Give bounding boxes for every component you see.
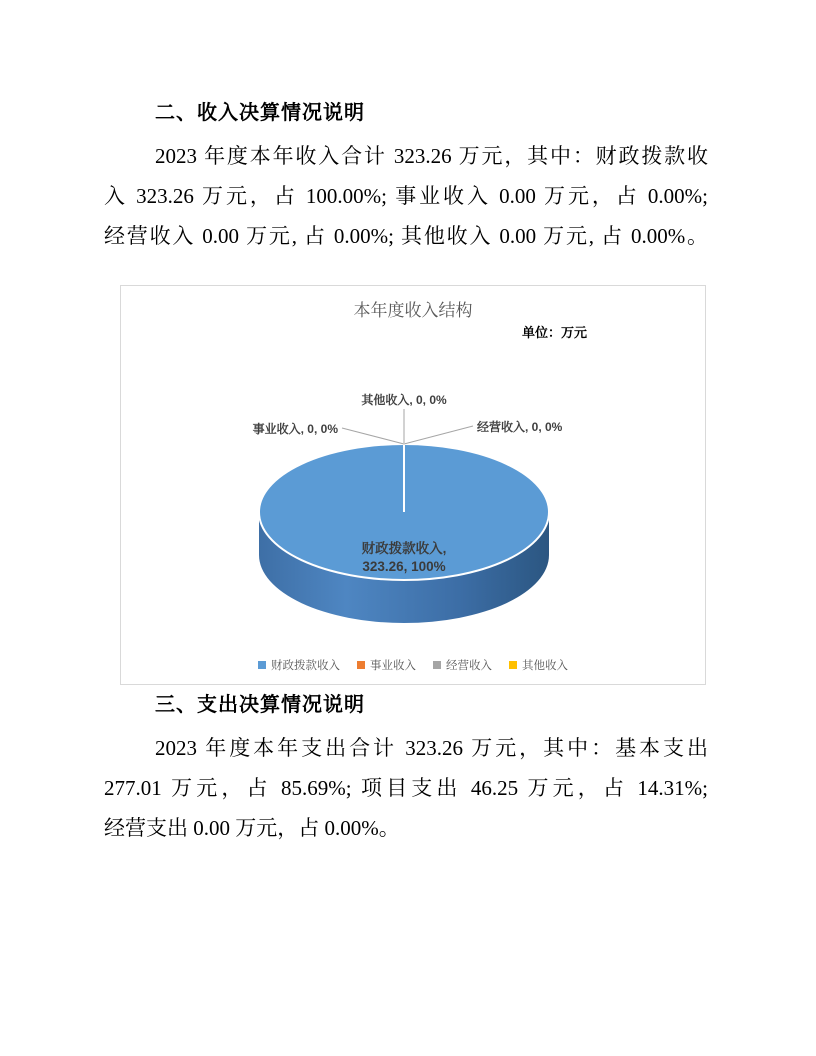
pie-label-other: 其他收入, 0, 0% bbox=[361, 393, 447, 407]
chart-unit-label: 单位：万元 bbox=[522, 325, 588, 340]
legend-label: 财政拨款收入 bbox=[271, 660, 340, 672]
section-heading-expense: 三、支出决算情况说明 bbox=[155, 694, 365, 716]
pie-chart-canvas bbox=[121, 286, 705, 652]
income-paragraph-line: 入 323.26 万元，占 100.00%; 事业收入 0.00 万元，占 0.00%; bbox=[104, 184, 708, 208]
chart-legend bbox=[121, 657, 705, 673]
income-paragraph-line: 2023 年度本年收入合计 323.26 万元，其中：财政拨款收 bbox=[155, 144, 708, 168]
expense-paragraph-line: 277.01 万元，占 85.69%; 项目支出 46.25 万元，占 14.31%; bbox=[104, 776, 708, 800]
income-paragraph-line: 经营收入 0.00 万元, 占 0.00%; 其他收入 0.00 万元, 占 0.00%。 bbox=[104, 224, 708, 248]
leader-line-business bbox=[342, 428, 404, 444]
legend-swatch-icon bbox=[258, 661, 266, 669]
chart-title: 本年度收入结构 bbox=[353, 301, 473, 320]
legend-item-operating bbox=[433, 657, 492, 673]
expense-paragraph-line: 经营支出 0.00 万元，占 0.00%。 bbox=[104, 816, 400, 840]
legend-item-business bbox=[357, 657, 416, 673]
pie-label-fiscal-value: 323.26, 100% bbox=[362, 559, 446, 574]
legend-label: 事业收入 bbox=[370, 660, 416, 672]
income-structure-chart bbox=[120, 285, 706, 685]
expense-paragraph-line: 2023 年度本年支出合计 323.26 万元，其中：基本支出 bbox=[155, 736, 708, 760]
income-paragraph bbox=[104, 136, 708, 256]
pie-label-fiscal: 财政拨款收入, bbox=[361, 541, 447, 556]
legend-item-fiscal bbox=[258, 657, 340, 673]
expense-paragraph bbox=[104, 728, 708, 848]
legend-label: 其他收入 bbox=[522, 660, 568, 672]
leader-line-operating bbox=[404, 426, 473, 444]
pie-label-business: 事业收入, 0, 0% bbox=[252, 422, 338, 436]
legend-label: 经营收入 bbox=[446, 660, 492, 672]
legend-item-other bbox=[509, 657, 568, 673]
section-heading-income: 二、收入决算情况说明 bbox=[155, 102, 365, 124]
legend-swatch-icon bbox=[357, 661, 365, 669]
legend-swatch-icon bbox=[433, 661, 441, 669]
legend-swatch-icon bbox=[509, 661, 517, 669]
pie-label-operating: 经营收入, 0, 0% bbox=[477, 420, 563, 434]
